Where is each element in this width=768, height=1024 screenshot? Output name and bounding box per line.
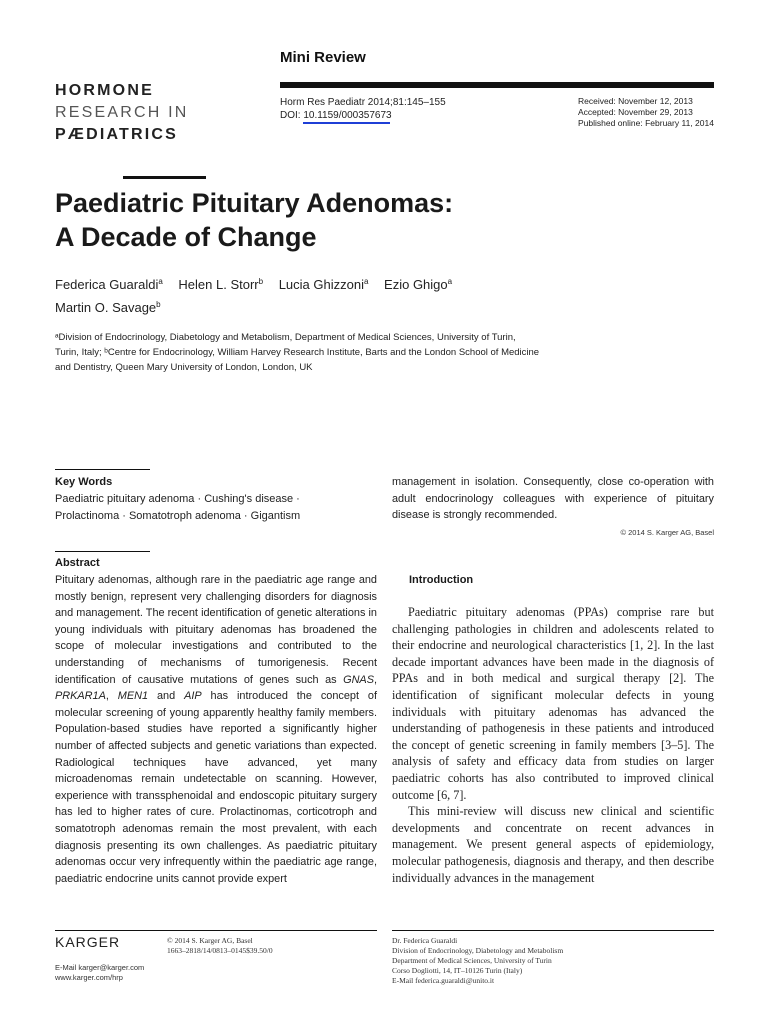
citation: Horm Res Paediatr 2014;81:145–155 [280,97,446,108]
title-rule [123,176,206,179]
affiliations: ᵃDivision of Endocrinology, Diabetology and Metabolism, Department of Medical Sciences, University of Turin, Turin, Italy; ᵇCentre for Endocrinology, William Harvey Research Institute, Barts and the London School of Medicine and Dentistry, Queen Mary University of London, London, UK [55,332,540,373]
publication-dates [578,96,714,129]
introduction-text [392,604,714,886]
footer-rule-right [392,930,714,931]
section-label: Mini Review [280,49,366,66]
citation-block [280,96,446,122]
header-rule [280,82,714,88]
abstract-text: Pituitary adenomas, although rare in the paediatric age range and mostly benign, represent very challenging disorders for diagnosis and management. The recent identification of genetic alterations in young individuals with pituitary adenomas has broadened the scope of molecular investigations and contributed to the understanding of mechanisms of tumorigenesis. Recent identification of causative mutations of genes such as GNAS, PRKAR1A, MEN1 and AIP has introduced the concept of molecular screening of young apparently healthy family members. Population-based studies have reported a significantly higher number of affected subjects and genetic variations than expected. Radiological techniques have advanced, yet many microadenomas remain undetectable on scanning. However, experience with transsphenoidal and endoscopic pituitary surgery has led to higher rates of cure. Prolactinomas, corticotroph and somatotroph adenomas remain the most prevalent, with each diagnosis presenting its own challenges. As paediatric pituitary adenomas occur very infrequently within the paediatric age range, paediatric endocrine units cannot provide expert [55,574,377,885]
journal-logo-line2: RESEARCH IN [55,104,189,121]
abstract-copyright: © 2014 S. Karger AG, Basel [620,528,714,537]
intro-paragraph: This mini-review will discuss new clinical and scientific developments and concentrate on recent advances in management. We present general aspects of epidemiology, molecular pathogenesis, diagnosis and therapy, and then describe individually advances in the management [392,804,714,885]
publisher-website[interactable]: www.karger.com/hrp [55,973,123,982]
title-line2: A Decade of Change [55,222,317,252]
abstract-continued: management in isolation. Consequently, close co-operation with adult endocrinology colleagues with experience of pituitary disease is strongly recommended. [392,476,714,522]
author-list [55,277,464,292]
abstract-heading: Abstract [55,557,100,569]
doi-underline [303,122,390,124]
author: Martin O. Savage$^b$ [55,300,161,315]
journal-logo [55,80,189,146]
intro-paragraph: Paediatric pituitary adenomas (PPAs) comprise rare but challenging pathologies in children and adolescents related to their endocrine and neurological characteristics [1, 2]. In the last decade important advances have been made in the diagnosis of PPAs and in both medical and surgical therapy [2]. The identification of significant molecular defects in young individuals with pituitary adenomas has advanced the understanding of pathogenesis in these patients and introduced the concept of genetic screening in family members [3–5]. The analysis of safety and efficacy data from studies on larger paediatric cohorts has also contributed to improved clinical outcome [6, 7]. [392,605,714,802]
abstract-rule [55,551,150,552]
received-date: Received: November 12, 2013 [578,96,693,106]
published-date: Published online: February 11, 2014 [578,118,714,128]
keywords-list: Paediatric pituitary adenoma · Cushing's disease · Prolactinoma · Somatotroph adenoma · Gigantism [55,493,301,522]
author: Helen L. Storr$^b$ [178,277,264,292]
publisher-contact [55,963,144,983]
correspondence-email[interactable]: E-Mail federica.guaraldi@unito.it [392,976,495,985]
keywords-heading: Key Words [55,476,113,488]
journal-logo-line1: HORMONE [55,82,154,99]
publisher-logo: KARGER [55,934,121,950]
article-title [55,186,705,254]
publisher-email[interactable]: E-Mail karger@karger.com [55,963,145,972]
journal-logo-line3: PÆDIATRICS [55,126,179,143]
keywords-rule [55,469,150,470]
author: Ezio Ghigo$^a$ [384,277,453,292]
footer-copyright: © 2014 S. Karger AG, Basel 1663–2818/14/0813–0145$39.50/0 [167,936,273,955]
footer-rule-left [55,930,377,931]
introduction-heading: Introduction [409,574,474,586]
author: Federica Guaraldi$^a$ [55,277,163,292]
accepted-date: Accepted: November 29, 2013 [578,107,693,117]
doi-link[interactable]: DOI: 10.1159/000357673 [280,110,392,121]
author: Lucia Ghizzoni$^a$ [278,277,369,292]
title-line1: Paediatric Pituitary Adenomas: [55,188,454,218]
correspondence: Dr. Federica Guaraldi Division of Endocrinology, Diabetology and Metabolism Department of Medical Sciences, University of Turin Corso Dogliotti, 14, IT–10126 Turin (Italy) E-Mail federica.guaraldi@unito.it [392,936,564,985]
author-list-line2 [55,300,161,315]
